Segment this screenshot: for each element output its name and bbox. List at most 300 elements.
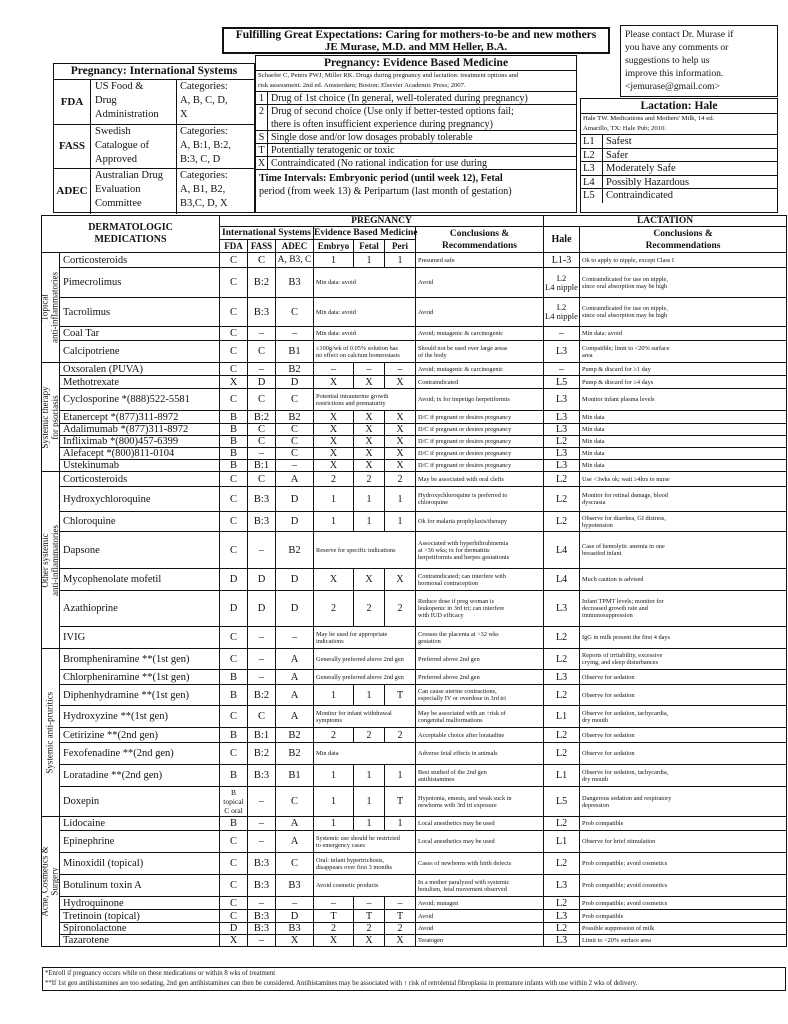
fass-cell: –	[248, 363, 276, 376]
intl-abbr: FDA	[54, 80, 91, 124]
peri-cell: –	[385, 897, 416, 910]
fass-cell: B:1	[248, 460, 276, 472]
conclusion-cell: D/C if pregnant or desires pregnancy	[416, 424, 544, 436]
table-row	[42, 787, 787, 817]
lactation-conclusion-cell: Observe for diarrhea, GI distress, hypotension	[580, 512, 787, 532]
drug-name: Calcipotriene	[60, 341, 220, 363]
ebm-ref-line: Schaefer C, Peters PWJ, Miller RK. Drugs during pregnancy and lactation: treatment options and	[258, 72, 519, 79]
table-row	[42, 728, 787, 743]
lact-text: Safer	[606, 149, 629, 161]
drug-name: Loratadine **(2nd gen)	[60, 765, 220, 787]
adec-cell: C	[276, 448, 314, 460]
drug-name: Oxsoralen (PUVA)	[60, 363, 220, 376]
hale-cell: L3	[544, 910, 580, 923]
intl-systems-header: International Systems	[220, 227, 314, 240]
table-row	[42, 685, 787, 706]
lact-item-l1	[581, 135, 777, 149]
lactation-conclusion-cell: Limit to <20% surface area	[580, 935, 787, 947]
intl-name-line: Committee	[95, 198, 142, 210]
embryo-cell: 1	[314, 787, 354, 817]
lact-item-l3	[581, 162, 777, 176]
adec-cell: A	[276, 831, 314, 853]
hale-cell: L2 L4 nipple	[544, 268, 580, 298]
fass-cell: C	[248, 341, 276, 363]
lact-text: Safest	[606, 136, 632, 147]
fetal-cell: X	[354, 448, 385, 460]
embryo-cell: 1	[314, 512, 354, 532]
lactation-reference	[581, 114, 777, 135]
ebm-item-1	[256, 92, 576, 105]
intl-abbr: FASS	[54, 125, 91, 169]
adec-cell: X	[276, 935, 314, 947]
embryo-cell: 1	[314, 685, 354, 706]
drug-name: Corticosteroids	[60, 253, 220, 268]
fass-cell: C	[248, 389, 276, 411]
adec-cell: B2	[276, 728, 314, 743]
ebm-item-x	[256, 157, 576, 170]
fass-cell: C	[248, 424, 276, 436]
adec-cell: C	[276, 389, 314, 411]
time-label: Time Intervals:	[259, 173, 327, 184]
fetal-cell: X	[354, 436, 385, 448]
embryo-cell: X	[314, 935, 354, 947]
lactation-conclusion-cell: Pump & discard for ≥4 days	[580, 376, 787, 389]
ebm-cell: Min data: avoid	[314, 298, 416, 327]
fetal-cell: 2	[354, 728, 385, 743]
adec-cell: C	[276, 436, 314, 448]
group-label-3	[42, 649, 60, 817]
ebm-cell: Oral: infant hypertrichosis, disappears over first 3 months	[314, 853, 416, 875]
peri-cell: 1	[385, 765, 416, 787]
table-row	[42, 389, 787, 411]
table-row	[42, 487, 787, 512]
fass-col-header: FASS	[248, 240, 276, 253]
table-row	[42, 591, 787, 627]
lactation-conclusion-cell: Prob compatible	[580, 817, 787, 831]
fass-cell: B:2	[248, 411, 276, 424]
ebm-item-s	[256, 131, 576, 144]
pregnancy-header: PREGNANCY	[220, 216, 544, 227]
fda-cell: C	[220, 327, 248, 341]
fda-cell: C	[220, 363, 248, 376]
lactation-header: LACTATION	[544, 216, 787, 227]
fetal-cell: –	[354, 897, 385, 910]
lactation-conclusion-cell: Infant TPMT levels; monitor for decreased growth rate and immunosuppression	[580, 591, 787, 627]
drug-name: Diphenhydramine **(1st gen)	[60, 685, 220, 706]
lactation-conclusion-cell: Min data	[580, 436, 787, 448]
ebm-items	[256, 92, 576, 170]
fda-cell: C	[220, 743, 248, 765]
lact-code: L2	[581, 149, 603, 162]
lactation-conclusion-cell: Contraindicated for use on nipple, since oral absorption may be high	[580, 268, 787, 298]
hale-cell: L5	[544, 787, 580, 817]
hale-cell: L2	[544, 472, 580, 487]
conclusion-cell: D/C if pregnant or desires pregnancy	[416, 411, 544, 424]
conclusion-cell: Presumed safe	[416, 253, 544, 268]
fass-cell: B:3	[248, 512, 276, 532]
group-label-2	[39, 472, 60, 649]
lactation-conclusion-cell: Much caution is advised	[580, 569, 787, 591]
footnote-1: *Enroll if pregnancy occurs while on these medications or within 8 wks of treatment	[45, 970, 276, 977]
intl-cat-line: B3,C, D, X	[180, 198, 228, 210]
hale-cell: L2	[544, 853, 580, 875]
group-label-text: Topical anti-inflammatories	[39, 272, 59, 343]
drug-name: Hydroxyzine **(1st gen)	[60, 706, 220, 728]
fass-cell: –	[248, 532, 276, 569]
peri-cell: 2	[385, 591, 416, 627]
drug-name: Tacrolimus	[60, 298, 220, 327]
fass-cell: –	[248, 897, 276, 910]
fda-cell: D	[220, 591, 248, 627]
lactation-conclusion-cell: Min data	[580, 424, 787, 436]
hale-cell: L2	[544, 512, 580, 532]
peri-cell: X	[385, 436, 416, 448]
peri-cell: X	[385, 569, 416, 591]
drug-name: Cyclosporine *(888)522-5581	[60, 389, 220, 411]
lactation-conclusion-cell: Prob compatible	[580, 910, 787, 923]
intl-name-line: Drug	[95, 95, 117, 106]
fda-cell: B	[220, 685, 248, 706]
fass-cell: –	[248, 787, 276, 817]
embryo-cell: 1	[314, 817, 354, 831]
fetal-cell: X	[354, 935, 385, 947]
fetal-cell: 2	[354, 591, 385, 627]
lact-text: Moderately Safe	[606, 163, 676, 175]
ebm-text	[268, 131, 576, 143]
lactation-conclusion-cell: Observe for sedation, tachycardia, dry mouth	[580, 765, 787, 787]
intl-row-adec	[54, 169, 254, 214]
embryo-cell: X	[314, 376, 354, 389]
conclusion-cell: D/C if pregnant or desires pregnancy	[416, 448, 544, 460]
hale-cell: L5	[544, 376, 580, 389]
drug-name: Corticosteroids	[60, 472, 220, 487]
fetal-cell: –	[354, 363, 385, 376]
fass-cell: B:3	[248, 487, 276, 512]
ebm-cell: Min data	[314, 743, 416, 765]
title-line-1: Fulfilling Great Expectations: Caring for mothers-to-be and new mothers	[235, 29, 597, 41]
ebm-cell: ≤100g/wk of 0.05% solution has no effect on calcium homeostasis	[314, 341, 416, 363]
fda-cell: X	[220, 376, 248, 389]
fda-cell: C	[220, 853, 248, 875]
fass-cell: B:1	[248, 728, 276, 743]
lactation-conclusion-cell: Case of hemolytic anemia in one breastfed infant	[580, 532, 787, 569]
hale-cell: L3	[544, 591, 580, 627]
fass-cell: –	[248, 327, 276, 341]
ebm-item-2	[256, 105, 576, 131]
lactation-conclusion-cell: Ok to apply to nipple, except Class I	[580, 253, 787, 268]
fass-cell: –	[248, 649, 276, 670]
peri-cell: X	[385, 460, 416, 472]
ebm-cell: Generally preferred above 2nd gen	[314, 649, 416, 670]
conclusion-cell: Avoid	[416, 910, 544, 923]
peri-cell: 1	[385, 817, 416, 831]
conclusion-cell: Best studied of the 2nd gen antihistamines	[416, 765, 544, 787]
fda-cell: C	[220, 532, 248, 569]
peri-cell: X	[385, 424, 416, 436]
table-row	[42, 436, 787, 448]
table-row	[42, 327, 787, 341]
fass-cell: C	[248, 472, 276, 487]
fetal-cell: 1	[354, 787, 385, 817]
time-line-1: Embryonic period (until week 12), Fetal	[328, 173, 503, 184]
ebm-code: 2	[256, 105, 268, 130]
peri-cell: –	[385, 363, 416, 376]
conclusion-cell: In a mother paralyzed with systemic botulism, fetal movement observed	[416, 875, 544, 897]
embryo-cell: 2	[314, 591, 354, 627]
ebm-cell: Min data: avoid	[314, 268, 416, 298]
ebm-box	[255, 55, 577, 213]
ebm-cell: May be used for appropriate indications	[314, 627, 416, 649]
hale-cell: L3	[544, 460, 580, 472]
adec-cell: A	[276, 649, 314, 670]
table-row	[42, 363, 787, 376]
embryo-col-header: Embryo	[314, 240, 354, 253]
fass-cell: C	[248, 436, 276, 448]
drug-name: Lidocaine	[60, 817, 220, 831]
embryo-cell: X	[314, 411, 354, 424]
fda-cell: C	[220, 649, 248, 670]
ebm-cell: Reserve for specific indications	[314, 532, 416, 569]
lactation-conclusion-cell: Observe for sedation	[580, 670, 787, 685]
fetal-cell: X	[354, 460, 385, 472]
lactation-conclusion-cell: Observe for sedation, tachycardia, dry mouth	[580, 706, 787, 728]
embryo-cell: –	[314, 363, 354, 376]
intl-categories	[177, 125, 254, 169]
lactation-conclusion-cell: Monitor for retinal damage, blood dyscrasia	[580, 487, 787, 512]
ebm-text	[268, 144, 576, 156]
hale-cell: L2	[544, 487, 580, 512]
fass-cell: C	[248, 706, 276, 728]
hale-cell: L4	[544, 532, 580, 569]
conclusion-cell: Avoid	[416, 923, 544, 935]
hale-cell: L3	[544, 411, 580, 424]
conclusion-cell: Contraindicated	[416, 376, 544, 389]
embryo-cell: 1	[314, 765, 354, 787]
fda-col-header: FDA	[220, 240, 248, 253]
fda-cell: X	[220, 935, 248, 947]
time-line-2: period (from week 13) & Peripartum (last month of gestation)	[259, 186, 512, 197]
ebm-cell: Generally preferred above 2nd gen	[314, 670, 416, 685]
drug-name: Minoxidil (topical)	[60, 853, 220, 875]
fda-cell: C	[220, 341, 248, 363]
ebm-ref-line: risk assessment. 2nd ed. Amsterdam; Boston: Elsevier Academic Press; 2007.	[258, 82, 466, 89]
adec-cell: A	[276, 706, 314, 728]
intl-cat-line: Categories:	[180, 81, 228, 92]
intl-systems-rows	[54, 80, 254, 214]
intl-name-line: Swedish	[95, 125, 131, 137]
peri-cell: 1	[385, 487, 416, 512]
adec-cell: B2	[276, 411, 314, 424]
conclusion-cell: D/C if pregnant or desires pregnancy	[416, 436, 544, 448]
intl-name-line: Evaluation	[95, 184, 141, 196]
peri-cell: X	[385, 935, 416, 947]
conclusions-header: Conclusions & Recommendations	[416, 227, 544, 253]
conclusion-cell: Local anesthetics may be used	[416, 817, 544, 831]
table-row	[42, 411, 787, 424]
fetal-cell: 1	[354, 487, 385, 512]
table-row	[42, 910, 787, 923]
ebm-cell: Systemic use should be restricted to emergency cases	[314, 831, 416, 853]
fda-cell: B	[220, 670, 248, 685]
drug-name: Alefacept *(800)811-0104	[60, 448, 220, 460]
drug-name: Infliximab *(800)457-6399	[60, 436, 220, 448]
fda-cell: B	[220, 765, 248, 787]
hale-cell: L2	[544, 436, 580, 448]
drug-name: IVIG	[60, 627, 220, 649]
fda-cell: B	[220, 436, 248, 448]
peri-cell: 1	[385, 253, 416, 268]
conclusion-cell: Preferred above 2nd gen	[416, 649, 544, 670]
hale-cell: L3	[544, 341, 580, 363]
fass-cell: –	[248, 831, 276, 853]
ebm-reference	[256, 71, 576, 92]
drug-name: Chloroquine	[60, 512, 220, 532]
table-row	[42, 512, 787, 532]
drug-name: Mycophenolate mofetil	[60, 569, 220, 591]
intl-cat-line: A, B, C, D,	[180, 95, 228, 106]
hale-cell: L2	[544, 743, 580, 765]
fass-cell: B:3	[248, 910, 276, 923]
peri-cell: T	[385, 787, 416, 817]
fda-cell: B	[220, 728, 248, 743]
contact-line: <jemurase@gmail.com>	[625, 81, 721, 92]
hale-cell: L3	[544, 935, 580, 947]
hale-cell: L2	[544, 685, 580, 706]
adec-cell: C	[276, 853, 314, 875]
drug-name: Etanercept *(877)311-8972	[60, 411, 220, 424]
lact-code: L1	[581, 135, 603, 148]
adec-cell: B2	[276, 363, 314, 376]
conclusion-cell: Can cause uterine contractions, especially IV or overdose in 3rd tri	[416, 685, 544, 706]
conclusion-cell: Should not be used over large areas of the body	[416, 341, 544, 363]
adec-cell: D	[276, 487, 314, 512]
embryo-cell: X	[314, 436, 354, 448]
ebm-code: 1	[256, 92, 268, 104]
drug-name: Hydroxychloroquine	[60, 487, 220, 512]
hale-cell: L3	[544, 670, 580, 685]
medication-rows	[39, 253, 787, 947]
intl-cat-line: A, B1, B2,	[180, 184, 226, 196]
fda-cell: C	[220, 472, 248, 487]
adec-cell: B3	[276, 923, 314, 935]
ebm-text-line: there is often insufficient experience during pregnancy)	[271, 119, 493, 130]
hale-cell: L1-3	[544, 253, 580, 268]
drug-name: Dapsone	[60, 532, 220, 569]
conclusion-cell: Contraindicated; can interfere with hormonal contraception	[416, 569, 544, 591]
fetal-cell: 1	[354, 253, 385, 268]
fda-cell: C	[220, 910, 248, 923]
adec-cell: C	[276, 298, 314, 327]
intl-cat-line: A, B:1, B:2,	[180, 139, 232, 151]
conclusion-cell: Avoid; tx for impetigo herpetiformis	[416, 389, 544, 411]
adec-cell: A	[276, 670, 314, 685]
contact-line: improve this information.	[625, 68, 724, 79]
adec-cell: D	[276, 512, 314, 532]
ebm-text-line: Single dose and/or low dosages probably tolerable	[271, 132, 473, 143]
adec-col-header: ADEC	[276, 240, 314, 253]
table-row	[42, 268, 787, 298]
conclusion-cell: Preferred above 2nd gen	[416, 670, 544, 685]
embryo-cell: X	[314, 569, 354, 591]
intl-cat-line: X	[180, 109, 188, 120]
intl-cat-line: B:3, C, D	[180, 153, 221, 165]
hale-cell: L2	[544, 649, 580, 670]
medications-header: DERMATOLOGIC MEDICATIONS	[42, 216, 220, 253]
intl-name-line: Australian Drug	[95, 170, 163, 182]
table-row	[42, 298, 787, 327]
table-row	[42, 460, 787, 472]
table-row	[42, 376, 787, 389]
adec-cell: A	[276, 472, 314, 487]
lactation-items	[581, 135, 777, 203]
peri-cell: T	[385, 910, 416, 923]
fetal-cell: 1	[354, 685, 385, 706]
table-row	[42, 424, 787, 436]
adec-cell: B1	[276, 341, 314, 363]
drug-name: Chlorpheniramine **(1st gen)	[60, 670, 220, 685]
conclusion-cell: Crosses the placenta at >32 wks gestation	[416, 627, 544, 649]
fass-cell: B:2	[248, 685, 276, 706]
fass-cell: D	[248, 591, 276, 627]
fetal-cell: X	[354, 411, 385, 424]
lactation-conclusion-cell: Min data	[580, 460, 787, 472]
hale-cell: L2	[544, 728, 580, 743]
hale-cell: L1	[544, 765, 580, 787]
hale-cell: L2	[544, 923, 580, 935]
fetal-col-header: Fetal	[354, 240, 385, 253]
intl-name-line: Catalogue of	[95, 139, 149, 151]
conclusion-cell: Associated with hyperbilirubinemia at >36 wks; tx for dermatitis herpetiformis and herpes gestationis	[416, 532, 544, 569]
fda-cell: C	[220, 627, 248, 649]
drug-name: Cetirizine **(2nd gen)	[60, 728, 220, 743]
drug-name: Pimecrolimus	[60, 268, 220, 298]
fass-cell: B:3	[248, 923, 276, 935]
fass-cell: D	[248, 376, 276, 389]
fetal-cell: 1	[354, 817, 385, 831]
table-row	[42, 923, 787, 935]
fass-cell: –	[248, 627, 276, 649]
table-row	[42, 649, 787, 670]
lactation-conclusion-cell: Observe for sedation	[580, 743, 787, 765]
table-row	[42, 743, 787, 765]
drug-name: Doxepin	[60, 787, 220, 817]
table-row	[42, 935, 787, 947]
fda-cell: C	[220, 298, 248, 327]
fetal-cell: T	[354, 910, 385, 923]
embryo-cell: 2	[314, 923, 354, 935]
conclusion-cell: D/C if pregnant or desires pregnancy	[416, 460, 544, 472]
drug-name: Brompheniramine **(1st gen)	[60, 649, 220, 670]
adec-cell: B3	[276, 268, 314, 298]
fda-cell: C	[220, 512, 248, 532]
lactation-conclusion-cell: Min data	[580, 411, 787, 424]
hale-cell: L2	[544, 897, 580, 910]
lactation-conclusion-cell: Possible suppression of milk	[580, 923, 787, 935]
conclusion-cell: Adverse fetal effects in animals	[416, 743, 544, 765]
conclusion-cell: Cases of newborns with birth defects	[416, 853, 544, 875]
fass-cell: B:3	[248, 298, 276, 327]
fass-cell: B:2	[248, 268, 276, 298]
fda-cell: C	[220, 268, 248, 298]
peri-col-header: Peri	[385, 240, 416, 253]
intl-categories	[177, 80, 254, 124]
fetal-cell: X	[354, 569, 385, 591]
hale-cell: –	[544, 327, 580, 341]
lactation-conclusions-header: Conclusions & Recommendations	[580, 227, 787, 253]
conclusion-cell: Acceptable choice after loratadine	[416, 728, 544, 743]
adec-cell: D	[276, 591, 314, 627]
embryo-cell: 2	[314, 472, 354, 487]
